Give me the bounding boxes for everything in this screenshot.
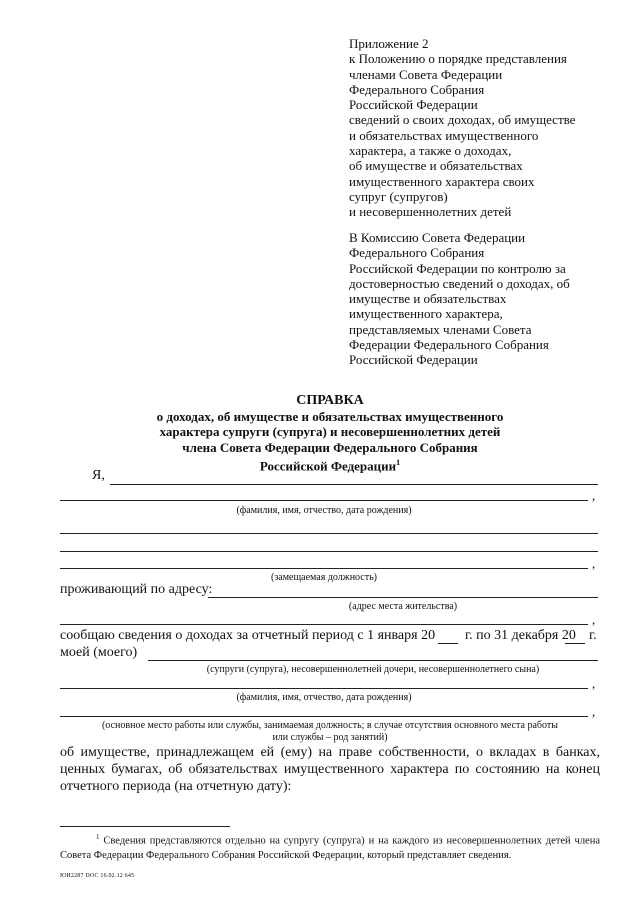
caption-work-2: или службы – род занятий) bbox=[272, 732, 388, 743]
footnote-mark: 1 bbox=[96, 833, 100, 841]
field-year-end[interactable] bbox=[565, 643, 585, 644]
footnote-separator bbox=[60, 826, 230, 827]
field-position-line-1[interactable] bbox=[60, 533, 598, 534]
caption-fio2: (фамилия, имя, отчество, дата рождения) bbox=[236, 692, 412, 703]
comma: , bbox=[592, 556, 596, 571]
report-prefix: сообщаю сведения о доходах за отчетный период с 1 января 20 bbox=[60, 628, 436, 643]
field-ya-line[interactable] bbox=[110, 484, 598, 485]
my-label: моей (моего) bbox=[60, 645, 138, 660]
document-title bbox=[60, 393, 600, 474]
addressee-block: В Комиссию Совета Федерации Федерального Собрания Российской Федерации по контролю за достоверностью сведений о доходах, об имуществе и обязательствах имущественного характера, представляемых членами Совета Федерации Федерального Собрания Российской Федерации bbox=[349, 230, 570, 368]
ya-label: Я, bbox=[92, 468, 105, 483]
comma: , bbox=[592, 704, 596, 719]
field-work-line[interactable] bbox=[60, 716, 588, 717]
caption-relation: (супруги (супруга), несовершеннолетней дочери, несовершеннолетнего сына) bbox=[206, 664, 540, 675]
field-fio-line[interactable] bbox=[60, 500, 588, 501]
footnote bbox=[60, 830, 600, 863]
appendix-header: Приложение 2 к Положению о порядке представления членами Совета Федерации Федерального Собрания Российской Федерации сведений о своих доходах, об имуществе и обязательствах имущественного характера, а также о доходах, об имуществе и обязательствах имущественного характера своих супруг (супругов) и несовершеннолетних детей bbox=[349, 36, 576, 220]
field-position-line-2[interactable] bbox=[60, 551, 598, 552]
property-paragraph: об имуществе, принадлежащем ей (ему) на праве собственности, о вкладах в банках, ценных бумагах, об обязательствах имущественного характера по состоянию на конец отчетного периода (на отчетную дату): bbox=[60, 745, 600, 794]
caption-fio: (фамилия, имя, отчество, дата рождения) bbox=[236, 505, 412, 516]
field-relation-line[interactable] bbox=[148, 660, 598, 661]
field-fio2-line[interactable] bbox=[60, 688, 588, 689]
title-main: СПРАВКА bbox=[296, 393, 364, 408]
footnote-text: Сведения представляются отдельно на супругу (супруга) и на каждого из несовершеннолетних детей члена Совета Федерации Федерального Собрания Российской Федерации, который представляет сведения. bbox=[60, 835, 600, 861]
caption-work bbox=[60, 720, 600, 744]
comma: , bbox=[592, 612, 596, 627]
field-position-line-3[interactable] bbox=[60, 568, 588, 569]
report-suffix: г. bbox=[589, 628, 597, 643]
residing-label: проживающий по адресу: bbox=[60, 582, 213, 597]
caption-position: (замещаемая должность) bbox=[270, 572, 377, 583]
caption-work-1: (основное место работы или службы, занимаемая должность; в случае отсутствия основного места работы bbox=[102, 720, 558, 731]
field-address-line-2[interactable] bbox=[60, 624, 588, 625]
title-line-4: Российской Федерации bbox=[259, 458, 397, 474]
title-line-2: характера супруги (супруга) и несовершеннолетних детей bbox=[159, 424, 501, 439]
field-year-start[interactable] bbox=[438, 643, 458, 644]
field-address-line[interactable] bbox=[208, 597, 598, 598]
title-line-1: о доходах, об имуществе и обязательствах имущественного bbox=[156, 408, 504, 424]
comma: , bbox=[592, 676, 596, 691]
title-line-3: члена Совета Федерации Федерального Собрания bbox=[182, 439, 478, 455]
report-mid: г. по 31 декабря 20 bbox=[465, 628, 576, 643]
title-line-4-wrap bbox=[60, 455, 600, 474]
caption-address: (адрес места жительства) bbox=[348, 601, 458, 612]
comma: , bbox=[592, 488, 596, 503]
title-footnote-mark: 1 bbox=[396, 458, 401, 467]
document-id: ЮИ2287 DOC 16.02.12 645 bbox=[60, 873, 135, 879]
